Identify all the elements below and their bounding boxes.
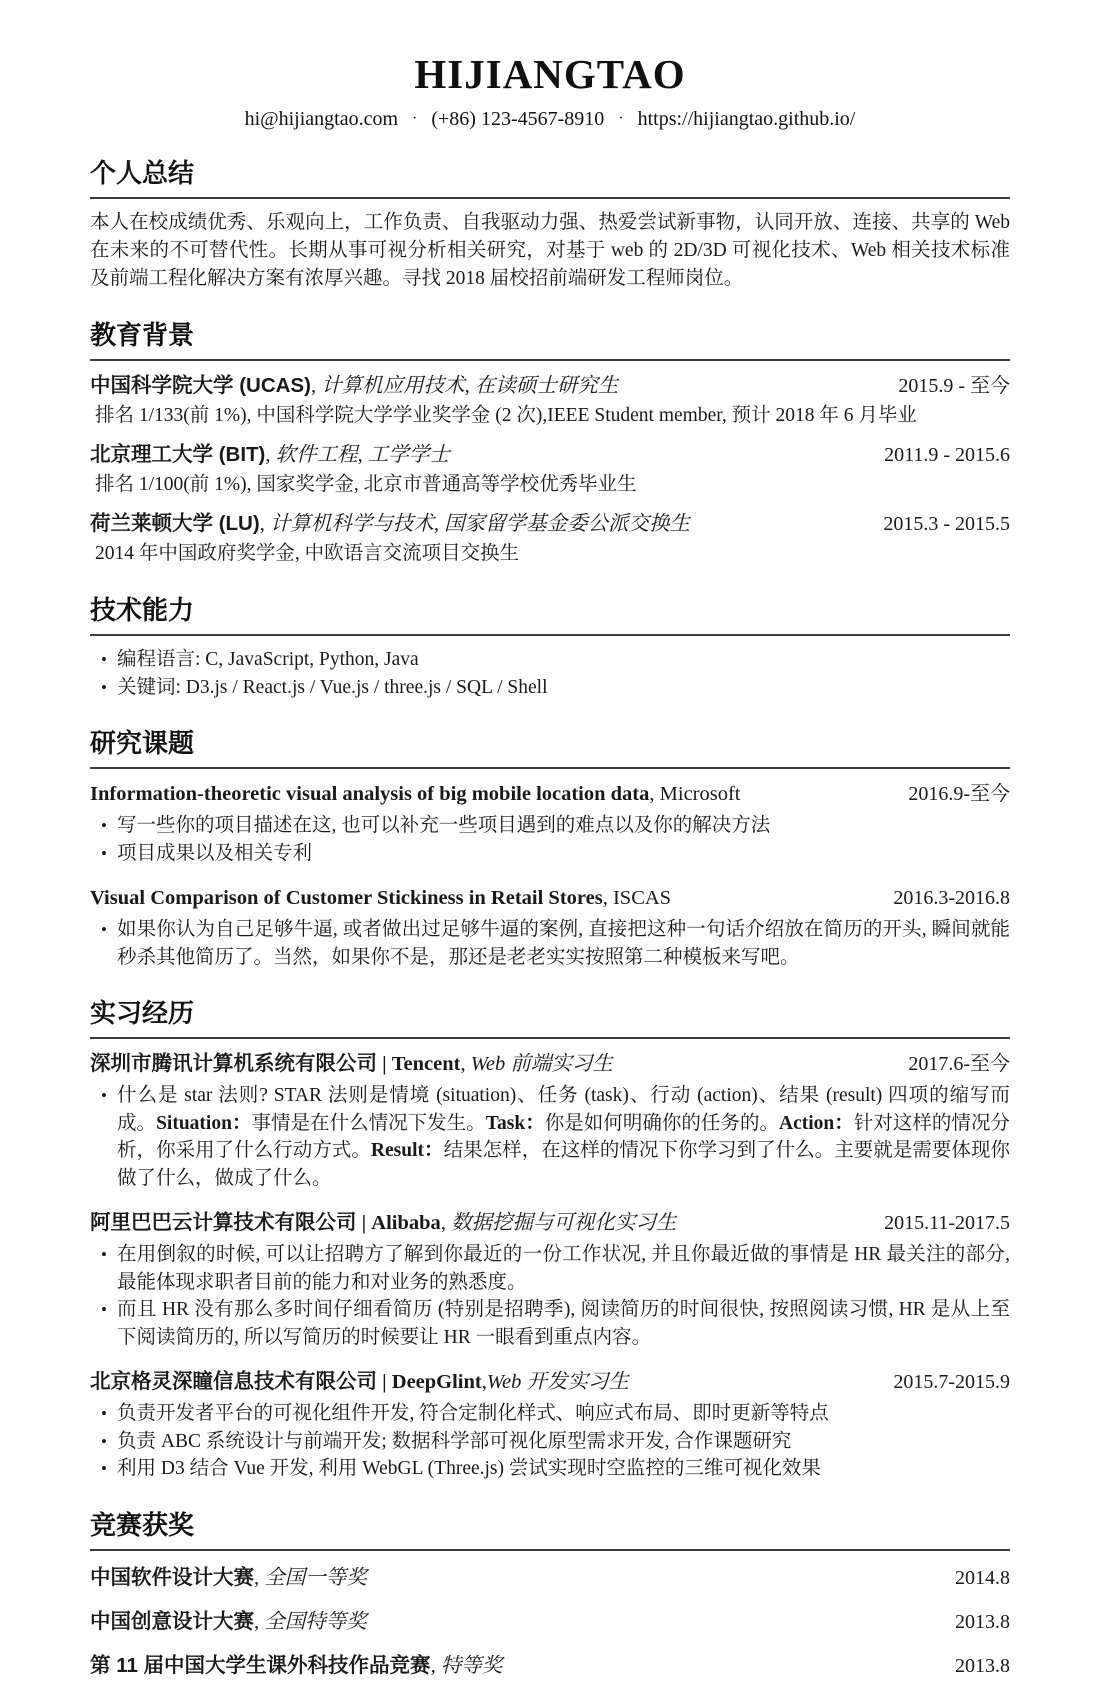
education-title: 北京理工大学 (BIT), 软件工程, 工学学士 xyxy=(90,443,450,466)
award-title: 中国创意设计大赛, 全国特等奖 xyxy=(90,1609,367,1633)
internship-title: 深圳市腾讯计算机系统有限公司 | Tencent, Web 前端实习生 xyxy=(90,1052,613,1075)
section-heading-education: 教育背景 xyxy=(90,315,1010,361)
education-entry xyxy=(90,440,1010,499)
education-entry xyxy=(90,509,1010,568)
education-detail: 排名 1/100(前 1%), 国家奖学金, 北京市普通高等学校优秀毕业生 xyxy=(95,474,637,495)
internship-date: 2015.7-2015.9 xyxy=(893,1371,1010,1393)
award-title: 第 11 届中国大学生课外科技作品竞赛, 特等奖 xyxy=(90,1653,503,1677)
internship-title: 阿里巴巴云计算技术有限公司 | Alibaba, 数据挖掘与可视化实习生 xyxy=(90,1211,677,1234)
award-date: 2013.8 xyxy=(955,1654,1010,1677)
internship-bullet: • 什么是 star 法则? STAR 法则是情境 (situation)、任务 (task)、行动 (action)、结果 (result) 四项的缩写而成。Situation：事情是在什么情况下发生。Task：你是如何明确你的任务的。Action：针对这样的情况分析，你采用了什么行动方式。Result：结果怎样，在这样的情况下你学习到了什么。主要就是需要体现你做了什么，做成了什么。 xyxy=(90,1082,1010,1192)
contact-separator: · xyxy=(412,110,418,127)
contact-phone: (+86) 123-4567-8910 xyxy=(431,108,605,130)
education-entry xyxy=(90,371,1010,430)
award-title: 中国软件设计大赛, 全国一等奖 xyxy=(90,1565,367,1589)
education-detail: 2014 年中国政府奖学金, 中欧语言交流项目交换生 xyxy=(95,543,520,564)
section-skills xyxy=(90,590,1010,701)
award-entry xyxy=(90,1605,1010,1639)
contact-website-link[interactable]: https://hijiangtao.github.io/ xyxy=(637,108,856,130)
education-date: 2015.9 - 至今 xyxy=(898,375,1010,397)
education-detail: 排名 1/133(前 1%), 中国科学院大学学业奖学金 (2 次),IEEE Student member, 预计 2018 年 6 月毕业 xyxy=(95,405,917,426)
research-entry xyxy=(90,883,1010,971)
internship-entry xyxy=(90,1208,1010,1351)
section-research xyxy=(90,723,1010,971)
section-heading-skills: 技术能力 xyxy=(90,590,1010,636)
section-heading-internships: 实习经历 xyxy=(90,993,1010,1039)
research-entry xyxy=(90,779,1010,867)
award-date: 2013.8 xyxy=(955,1610,1010,1633)
internship-entry xyxy=(90,1049,1010,1192)
research-bullet: • 写一些你的项目描述在这, 也可以补充一些项目遇到的难点以及你的解决方法 xyxy=(90,812,1010,840)
research-title: Information-theoretic visual analysis of big mobile location data, Microsoft xyxy=(90,783,741,805)
research-bullet: • 如果你认为自己足够牛逼, 或者做出过足够牛逼的案例, 直接把这种一句话介绍放在简历的开头, 瞬间就能秒杀其他简历了。当然，如果你不是，那还是老老实实按照第二种模板来写吧。 xyxy=(90,916,1010,971)
education-title: 中国科学院大学 (UCAS), 计算机应用技术, 在读硕士研究生 xyxy=(90,374,619,397)
skill-item: • 编程语言: C, JavaScript, Python, Java xyxy=(90,646,1010,674)
contact-line xyxy=(90,108,1010,131)
internship-date: 2017.6-至今 xyxy=(908,1053,1010,1075)
candidate-name: HIJIANGTAO xyxy=(414,51,686,97)
internship-date: 2015.11-2017.5 xyxy=(884,1212,1010,1234)
section-heading-summary: 个人总结 xyxy=(90,153,1010,199)
internship-entry xyxy=(90,1367,1010,1483)
award-date: 2014.8 xyxy=(955,1566,1010,1589)
education-title: 荷兰莱顿大学 (LU), 计算机科学与技术, 国家留学基金委公派交换生 xyxy=(90,512,691,535)
summary-paragraph: 本人在校成绩优秀、乐观向上，工作负责、自我驱动力强、热爱尝试新事物，认同开放、连接、共享的 Web 在未来的不可替代性。长期从事可视分析相关研究，对基于 web 的 2D/3D 可视化技术、Web 相关技术标准及前端工程化解决方案有浓厚兴趣。寻找 2018 届校招前端研发工程师岗位。 xyxy=(90,212,1010,289)
section-education xyxy=(90,315,1010,568)
award-entry xyxy=(90,1649,1010,1683)
research-bullet: • 项目成果以及相关专利 xyxy=(90,840,1010,868)
section-summary xyxy=(90,153,1010,293)
research-date: 2016.9-至今 xyxy=(908,783,1010,805)
resume-header xyxy=(90,50,1010,131)
education-date: 2015.3 - 2015.5 xyxy=(883,513,1010,535)
internship-bullet: • 负责开发者平台的可视化组件开发, 符合定制化样式、响应式布局、即时更新等特点 xyxy=(90,1400,1010,1428)
section-internships xyxy=(90,993,1010,1483)
internship-bullet: • 在用倒叙的时候, 可以让招聘方了解到你最近的一份工作状况, 并且你最近做的事情是 HR 最关注的部分, 最能体现求职者目前的能力和对业务的熟悉度。 xyxy=(90,1241,1010,1296)
internship-bullet: • 而且 HR 没有那么多时间仔细看简历 (特别是招聘季), 阅读简历的时间很快, 按照阅读习惯, HR 是从上至下阅读简历的, 所以写简历的时候要让 HR 一眼看到重点内容。 xyxy=(90,1296,1010,1351)
research-date: 2016.3-2016.8 xyxy=(893,887,1010,909)
internship-title: 北京格灵深瞳信息技术有限公司 | DeepGlint,Web 开发实习生 xyxy=(90,1370,630,1393)
skill-item: • 关键词: D3.js / React.js / Vue.js / three.js / SQL / Shell xyxy=(90,674,1010,702)
section-heading-research: 研究课题 xyxy=(90,723,1010,769)
internship-bullet: • 负责 ABC 系统设计与前端开发; 数据科学部可视化原型需求开发, 合作课题研究 xyxy=(90,1428,1010,1456)
section-heading-awards: 竞赛获奖 xyxy=(90,1505,1010,1551)
education-date: 2011.9 - 2015.6 xyxy=(884,444,1010,466)
internship-bullet: • 利用 D3 结合 Vue 开发, 利用 WebGL (Three.js) 尝试实现时空监控的三维可视化效果 xyxy=(90,1455,1010,1483)
contact-separator: · xyxy=(618,110,624,127)
contact-email-link[interactable]: hi@hijiangtao.com xyxy=(244,108,399,130)
award-entry xyxy=(90,1561,1010,1595)
section-awards xyxy=(90,1505,1010,1683)
research-title: Visual Comparison of Customer Stickiness in Retail Stores, ISCAS xyxy=(90,887,672,909)
